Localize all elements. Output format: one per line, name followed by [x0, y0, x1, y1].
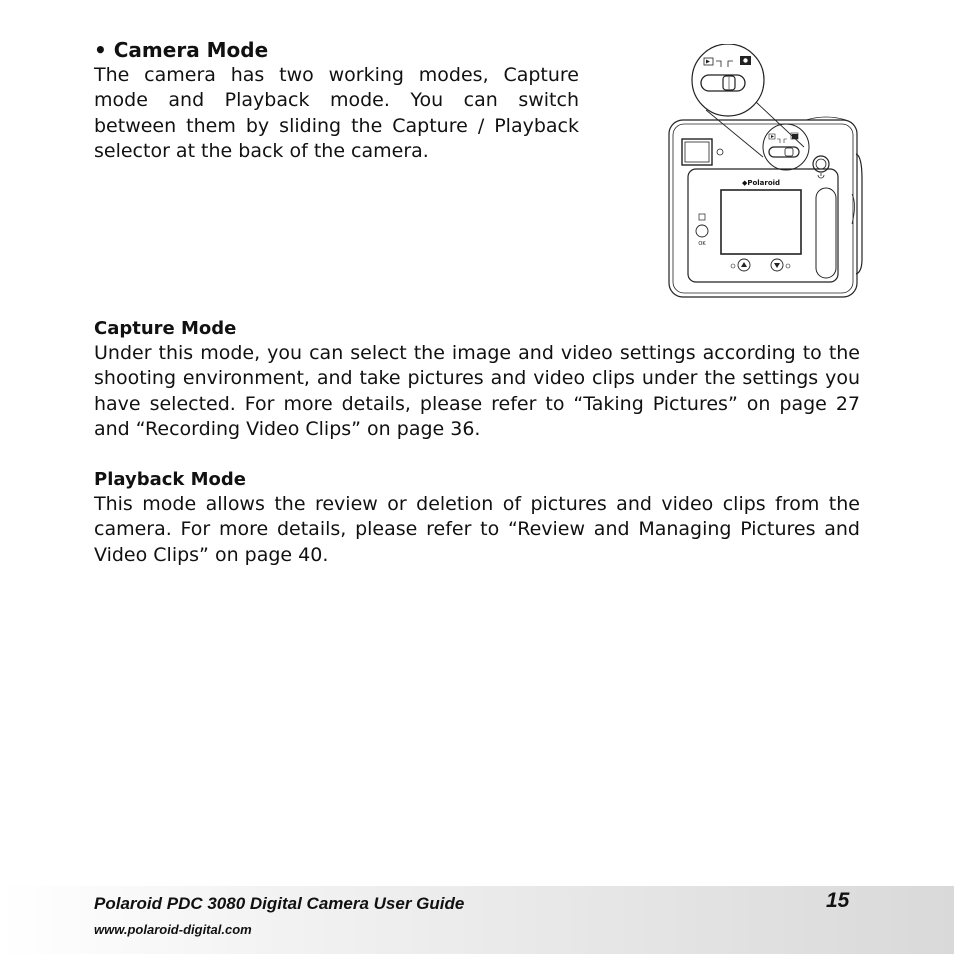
page-number: 15 — [826, 889, 850, 912]
footer-title: Polaroid PDC 3080 Digital Camera User Guide — [94, 894, 465, 913]
brand-logo: ◆Polaroid — [741, 179, 781, 187]
playback-mode-heading: Playback Mode — [94, 469, 246, 490]
page-footer — [0, 886, 954, 954]
playback-mode-paragraph: This mode allows the review or deletion of pictures and video clips from the camera. For more details, please refer to “Review and Managing Pictures and Video Clips” on page 40. — [94, 493, 860, 566]
capture-mode-paragraph: Under this mode, you can select the image and video settings according to the shooting environment, and take pictures and video clips under the settings you have selected. For more details, please refer to “Taking Pictures” on page 27 and “Recording Video Clips” on page 36. — [94, 342, 860, 440]
camera-back-illustration — [666, 44, 866, 300]
section-title: • Camera Mode — [94, 38, 269, 62]
intro-paragraph: The camera has two working modes, Capture mode and Playback mode. You can switch between them by sliding the Capture / Playback selector at the back of the camera. — [94, 64, 579, 162]
capture-mode-heading: Capture Mode — [94, 318, 237, 339]
ok-label: OK — [698, 241, 706, 247]
footer-url: www.polaroid-digital.com — [94, 922, 252, 937]
